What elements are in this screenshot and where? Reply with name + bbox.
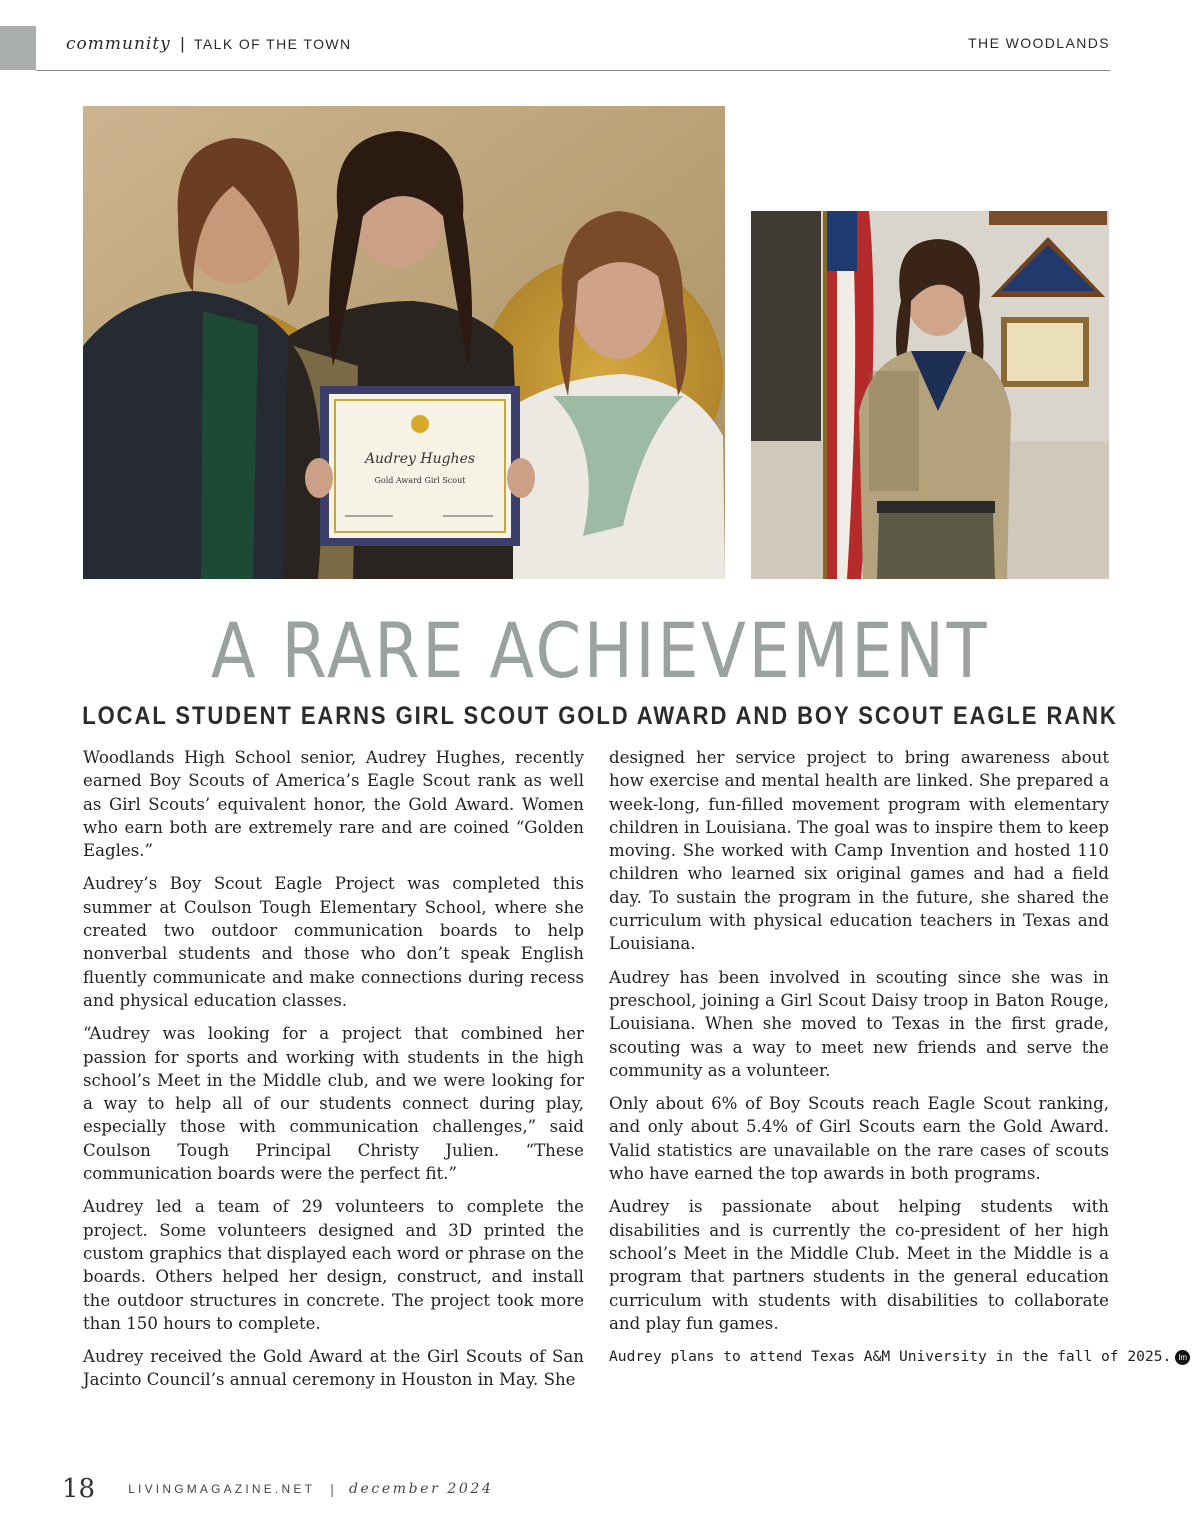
article-paragraph: Audrey’s Boy Scout Eagle Project was completed this summer at Coulson Tough Elementary School, where she created two outdoor communication boards to help nonverbal students and those who don’t speak English fluently communicate and make connections during recess and physical education classes. [83,874,584,1010]
page-number: 18 [62,1474,96,1504]
section-name: community [66,34,171,54]
footer-separator: | [330,1481,334,1497]
eagle-scout-illustration [751,211,1109,579]
section-tab-marker [0,26,36,70]
running-header-section [66,34,352,54]
header-divider [36,70,1110,71]
article-column-right [609,746,1188,1368]
article-paragraph: Audrey received the Gold Award at the Girl Scouts of San Jacinto Council’s annual ceremony in Houston in May. She [83,1347,584,1390]
article-headline: A RARE ACHIEVEMENT [210,606,990,695]
article-subheadline: LOCAL STUDENT EARNS GIRL SCOUT GOLD AWARD AND BOY SCOUT EAGLE RANK [82,702,1118,730]
closing-text: Audrey plans to attend Texas A&M University in the fall of 2025. [609,1348,1172,1366]
running-header-location: THE WOODLANDS [968,35,1110,51]
footer-issue-date: december 2024 [348,1481,494,1497]
article-paragraph: “Audrey was looking for a project that combined her passion for sports and working with students in the high school’s Meet in the Middle club, and we were looking for a way to help all of our students connect during play, especially those with communication challenges,” said Coulson Tough Principal Christy Julien. “These communication boards were the perfect fit.” [83,1024,584,1184]
page-footer [62,1474,493,1504]
article-paragraph: Audrey is passionate about helping students with disabilities and is currently the co-president of her high school’s Meet in the Middle Club. Meet in the Middle is a program that partners students in the general education curriculum with students with disabilities to collaborate and play fun games. [609,1197,1109,1333]
certificate-award-text: Gold Award Girl Scout [374,476,466,485]
article-paragraph: Only about 6% of Boy Scouts reach Eagle Scout ranking, and only about 5.4% of Girl Scouts earn the Gold Award. Valid statistics are unavailable on the rare cases of scouts who have earned the top awards in both programs. [609,1094,1109,1184]
article-paragraph: Woodlands High School senior, Audrey Hughes, recently earned Boy Scouts of America’s Eagle Scout rank as well as Girl Scouts’ equivalent honor, the Gold Award. Women who earn both are extremely rare and are coined “Golden Eagles.” [83,748,584,861]
eagle-scout-photo [751,211,1109,579]
article-column-left [83,746,584,1402]
end-mark-icon: lm [1175,1350,1190,1365]
article-paragraph: designed her service project to bring awareness about how exercise and mental health are linked. She prepared a week-long, fun-filled movement program with elementary children in Louisiana. The goal was to inspire them to keep moving. She worked with Camp Invention and hosted 110 children who learned six original games and had a field day. To sustain the program in the future, she shared the curriculum with physical education teachers in Texas and Louisiana. [609,748,1109,954]
footer-website: LIVINGMAGAZINE.NET [128,1482,316,1496]
subsection-name: TALK OF THE TOWN [194,36,352,52]
award-ceremony-illustration [83,106,725,579]
article-paragraph: Audrey led a team of 29 volunteers to complete the project. Some volunteers designed and 3D printed the custom graphics that displayed each word or phrase on the boards. Others helped her design, construct, and install the outdoor structures in concrete. The project took more than 150 hours to complete. [83,1197,584,1333]
award-ceremony-photo [83,106,725,579]
certificate-name-text: Audrey Hughes [364,451,476,467]
article-closing-line [609,1345,1188,1368]
header-separator: | [180,34,185,53]
article-paragraph: Audrey has been involved in scouting since she was in preschool, joining a Girl Scout Daisy troop in Baton Rouge, Louisiana. When she moved to Texas in the first grade, scouting was a way to meet new friends and serve the community as a volunteer. [609,967,1109,1080]
